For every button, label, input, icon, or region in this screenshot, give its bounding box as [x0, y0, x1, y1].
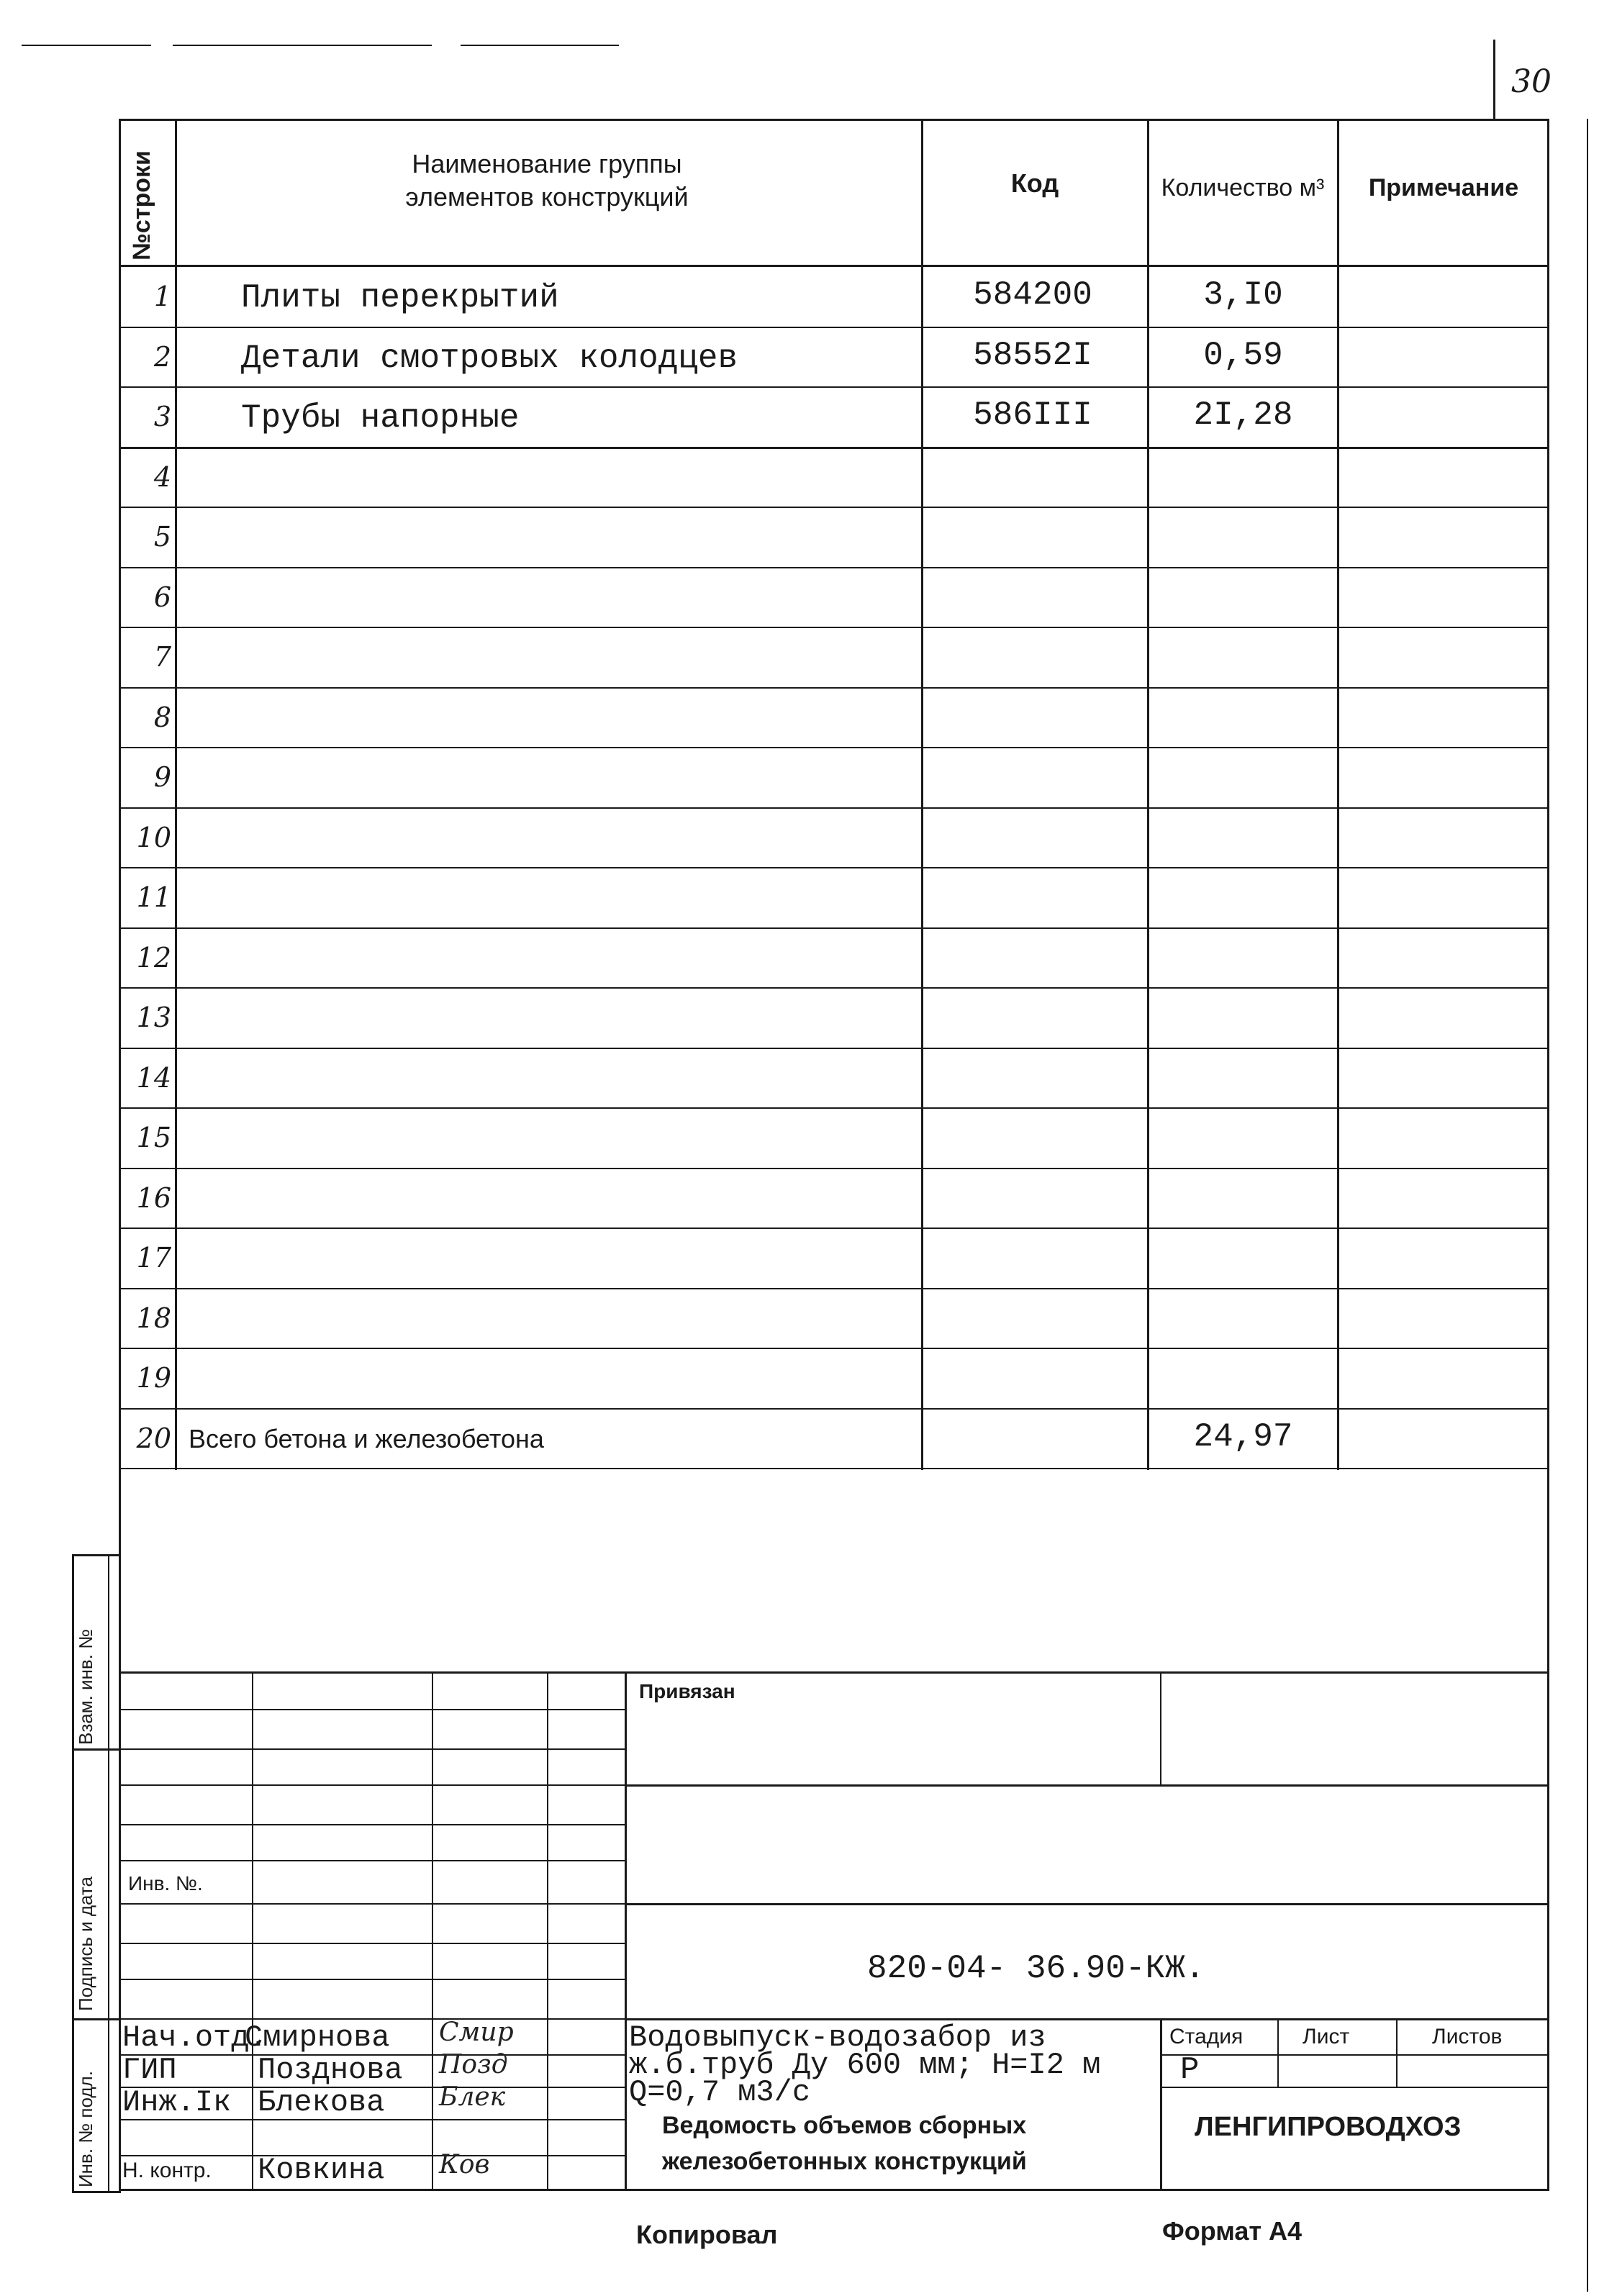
- row-number: 1: [153, 281, 171, 312]
- tb-row-line: [119, 1860, 625, 1861]
- row-border: [119, 987, 1549, 989]
- sheet-number-border: [1493, 40, 1495, 119]
- inv-no-label: Инв. №.: [128, 1872, 203, 1895]
- header-note: Примечание: [1368, 174, 1519, 201]
- sheet-number: 30: [1511, 63, 1552, 100]
- row-number: 13: [136, 1002, 171, 1033]
- side-label-inv-podl: Инв. № подл.: [75, 2071, 96, 2187]
- tb-col: [625, 1671, 627, 2190]
- object-title-line2: ж.б.труб Ду 600 мм; Н=I2 м: [629, 2048, 1101, 2082]
- sheets-label: Листов: [1432, 2025, 1503, 2048]
- row-border: [119, 927, 1549, 929]
- header-quantity: Количество м³: [1161, 174, 1325, 201]
- document-code: 820-04- 36.90-КЖ.: [867, 1950, 1205, 1987]
- person-signature: Ков: [439, 2150, 490, 2179]
- titleblock-bottom: [119, 2189, 1549, 2191]
- tb-row-line: [119, 1824, 625, 1825]
- header-code: Код: [1010, 168, 1059, 198]
- row-border: [119, 687, 1549, 689]
- row-number: 14: [136, 1061, 171, 1094]
- row-border: [119, 447, 1549, 449]
- row-number: 17: [136, 1242, 171, 1274]
- tb-line: [1160, 2054, 1549, 2056]
- row-name: Детали смотровых колодцев: [241, 339, 738, 377]
- privyazan-label: Привязан: [639, 1680, 735, 1702]
- row-border: [119, 1168, 1549, 1169]
- person-role: Инж.Iк: [122, 2085, 232, 2120]
- row-border: [119, 1408, 1549, 1410]
- tb-privyazan-divider: [1160, 1671, 1161, 1787]
- row-name: Плиты перекрытий: [241, 279, 559, 317]
- col-divider: [1147, 119, 1149, 1470]
- row-number: 4: [153, 460, 171, 493]
- person-signature: Позд: [439, 2050, 508, 2079]
- stage-value: Р: [1180, 2052, 1200, 2088]
- tb-line: [625, 1784, 1549, 1787]
- person-name: Позднова: [258, 2053, 403, 2087]
- row-number: 15: [136, 1122, 171, 1153]
- col-divider: [175, 119, 177, 1470]
- person-name: Смирнова: [245, 2020, 390, 2055]
- row-code: 58552I: [973, 336, 1092, 374]
- right-frame: [1547, 119, 1549, 2191]
- sheet-title-line1: Ведомость объемов сборных: [662, 2112, 1027, 2139]
- row-border: [119, 1048, 1549, 1049]
- row-border: [119, 567, 1549, 568]
- binding-strip-border: [72, 1554, 74, 2191]
- row-quantity: 2I,28: [1193, 396, 1293, 434]
- binding-strip-inner: [108, 1554, 109, 2191]
- tb-col: [1396, 2018, 1398, 2087]
- row-border: [119, 1288, 1549, 1289]
- binding-strip-line: [72, 2191, 121, 2193]
- person-role: ГИП: [122, 2053, 177, 2087]
- person-role: Нач.отд.: [122, 2020, 268, 2055]
- person-signature: Блек: [439, 2082, 506, 2112]
- row-number: 16: [136, 1181, 171, 1214]
- person-signature: Смир: [439, 2018, 514, 2047]
- row-border: [119, 386, 1549, 388]
- row-number: 9: [153, 761, 171, 793]
- object-title-line1: Водовыпуск-водозабор из: [629, 2020, 1046, 2055]
- col-divider: [921, 119, 923, 1470]
- tb-row-line: [119, 1709, 625, 1710]
- row-border: [119, 507, 1549, 508]
- header-bottom-border: [119, 265, 1549, 267]
- row-name: Трубы напорные: [241, 399, 520, 437]
- titleblock-top: [119, 1671, 1549, 1674]
- person-role: Н. контр.: [122, 2159, 212, 2182]
- tb-row-line: [119, 1784, 625, 1786]
- row-number: 3: [153, 401, 171, 432]
- side-label-vzam: Взам. инв. №: [75, 1628, 96, 1745]
- row-number: 6: [153, 581, 171, 613]
- tb-row-line: [119, 1903, 625, 1905]
- row-number: 2: [153, 340, 171, 373]
- sheet-title-line2: железобетонных конструкций: [662, 2148, 1027, 2175]
- organization-name: ЛЕНГИПРОВОДХОЗ: [1195, 2112, 1462, 2142]
- row-border: [119, 747, 1549, 748]
- row-border: [119, 867, 1549, 868]
- person-name: Блекова: [258, 2085, 385, 2120]
- table-top-border: [119, 119, 1549, 121]
- row-number: 19: [136, 1362, 171, 1394]
- binding-strip-line: [72, 2018, 121, 2020]
- top-margin-line: [461, 45, 619, 46]
- row-code: 584200: [973, 276, 1092, 314]
- tb-row-line: [119, 1943, 625, 1944]
- row-border: [119, 1228, 1549, 1229]
- stage-label: Стадия: [1169, 2025, 1244, 2048]
- row-name: Всего бетона и железобетона: [189, 1423, 544, 1453]
- row-quantity: 24,97: [1193, 1417, 1293, 1456]
- top-margin-line: [22, 45, 151, 46]
- row-border: [119, 1107, 1549, 1109]
- row-number: 7: [153, 641, 171, 673]
- side-label-podpis: Подпись и дата: [75, 1876, 96, 2011]
- row-number: 8: [153, 701, 171, 733]
- tb-row-line: [119, 1979, 625, 1980]
- row-number: 12: [136, 941, 171, 974]
- binding-strip-line: [72, 1748, 121, 1751]
- col-divider: [1337, 119, 1339, 1470]
- right-frame-outer: [1587, 119, 1588, 2292]
- person-name: Ковкина: [258, 2153, 385, 2187]
- top-margin-line: [173, 45, 432, 46]
- footer-copied: Копировал: [636, 2220, 778, 2249]
- binding-strip-line: [72, 1554, 121, 1556]
- object-title-line3: Q=0,7 м3/с: [629, 2075, 811, 2110]
- row-number: 11: [136, 881, 171, 913]
- row-number: 20: [136, 1422, 171, 1454]
- row-code: 586III: [973, 396, 1092, 434]
- row-number: 18: [136, 1302, 171, 1334]
- row-quantity: 0,59: [1203, 336, 1283, 374]
- tb-line: [1160, 2087, 1549, 2088]
- header-row-no: №строки: [128, 150, 155, 260]
- footer-format: Формат А4: [1162, 2216, 1303, 2246]
- row-border: [119, 807, 1549, 809]
- row-number: 5: [153, 521, 171, 553]
- row-number: 10: [136, 821, 171, 853]
- tb-stage-divider: [1160, 2018, 1162, 2190]
- tb-row-line: [119, 1748, 625, 1750]
- header-name: Наименование группы элементов конструкций: [405, 149, 689, 212]
- tb-col: [1277, 2018, 1279, 2087]
- row-border: [119, 627, 1549, 628]
- row-border: [119, 1348, 1549, 1349]
- row-border: [119, 1468, 1549, 1469]
- tb-line: [625, 1903, 1549, 1905]
- tb-row-line: [119, 2018, 625, 2020]
- row-border: [119, 327, 1549, 328]
- sheet-label: Лист: [1303, 2025, 1350, 2048]
- row-quantity: 3,I0: [1203, 276, 1283, 314]
